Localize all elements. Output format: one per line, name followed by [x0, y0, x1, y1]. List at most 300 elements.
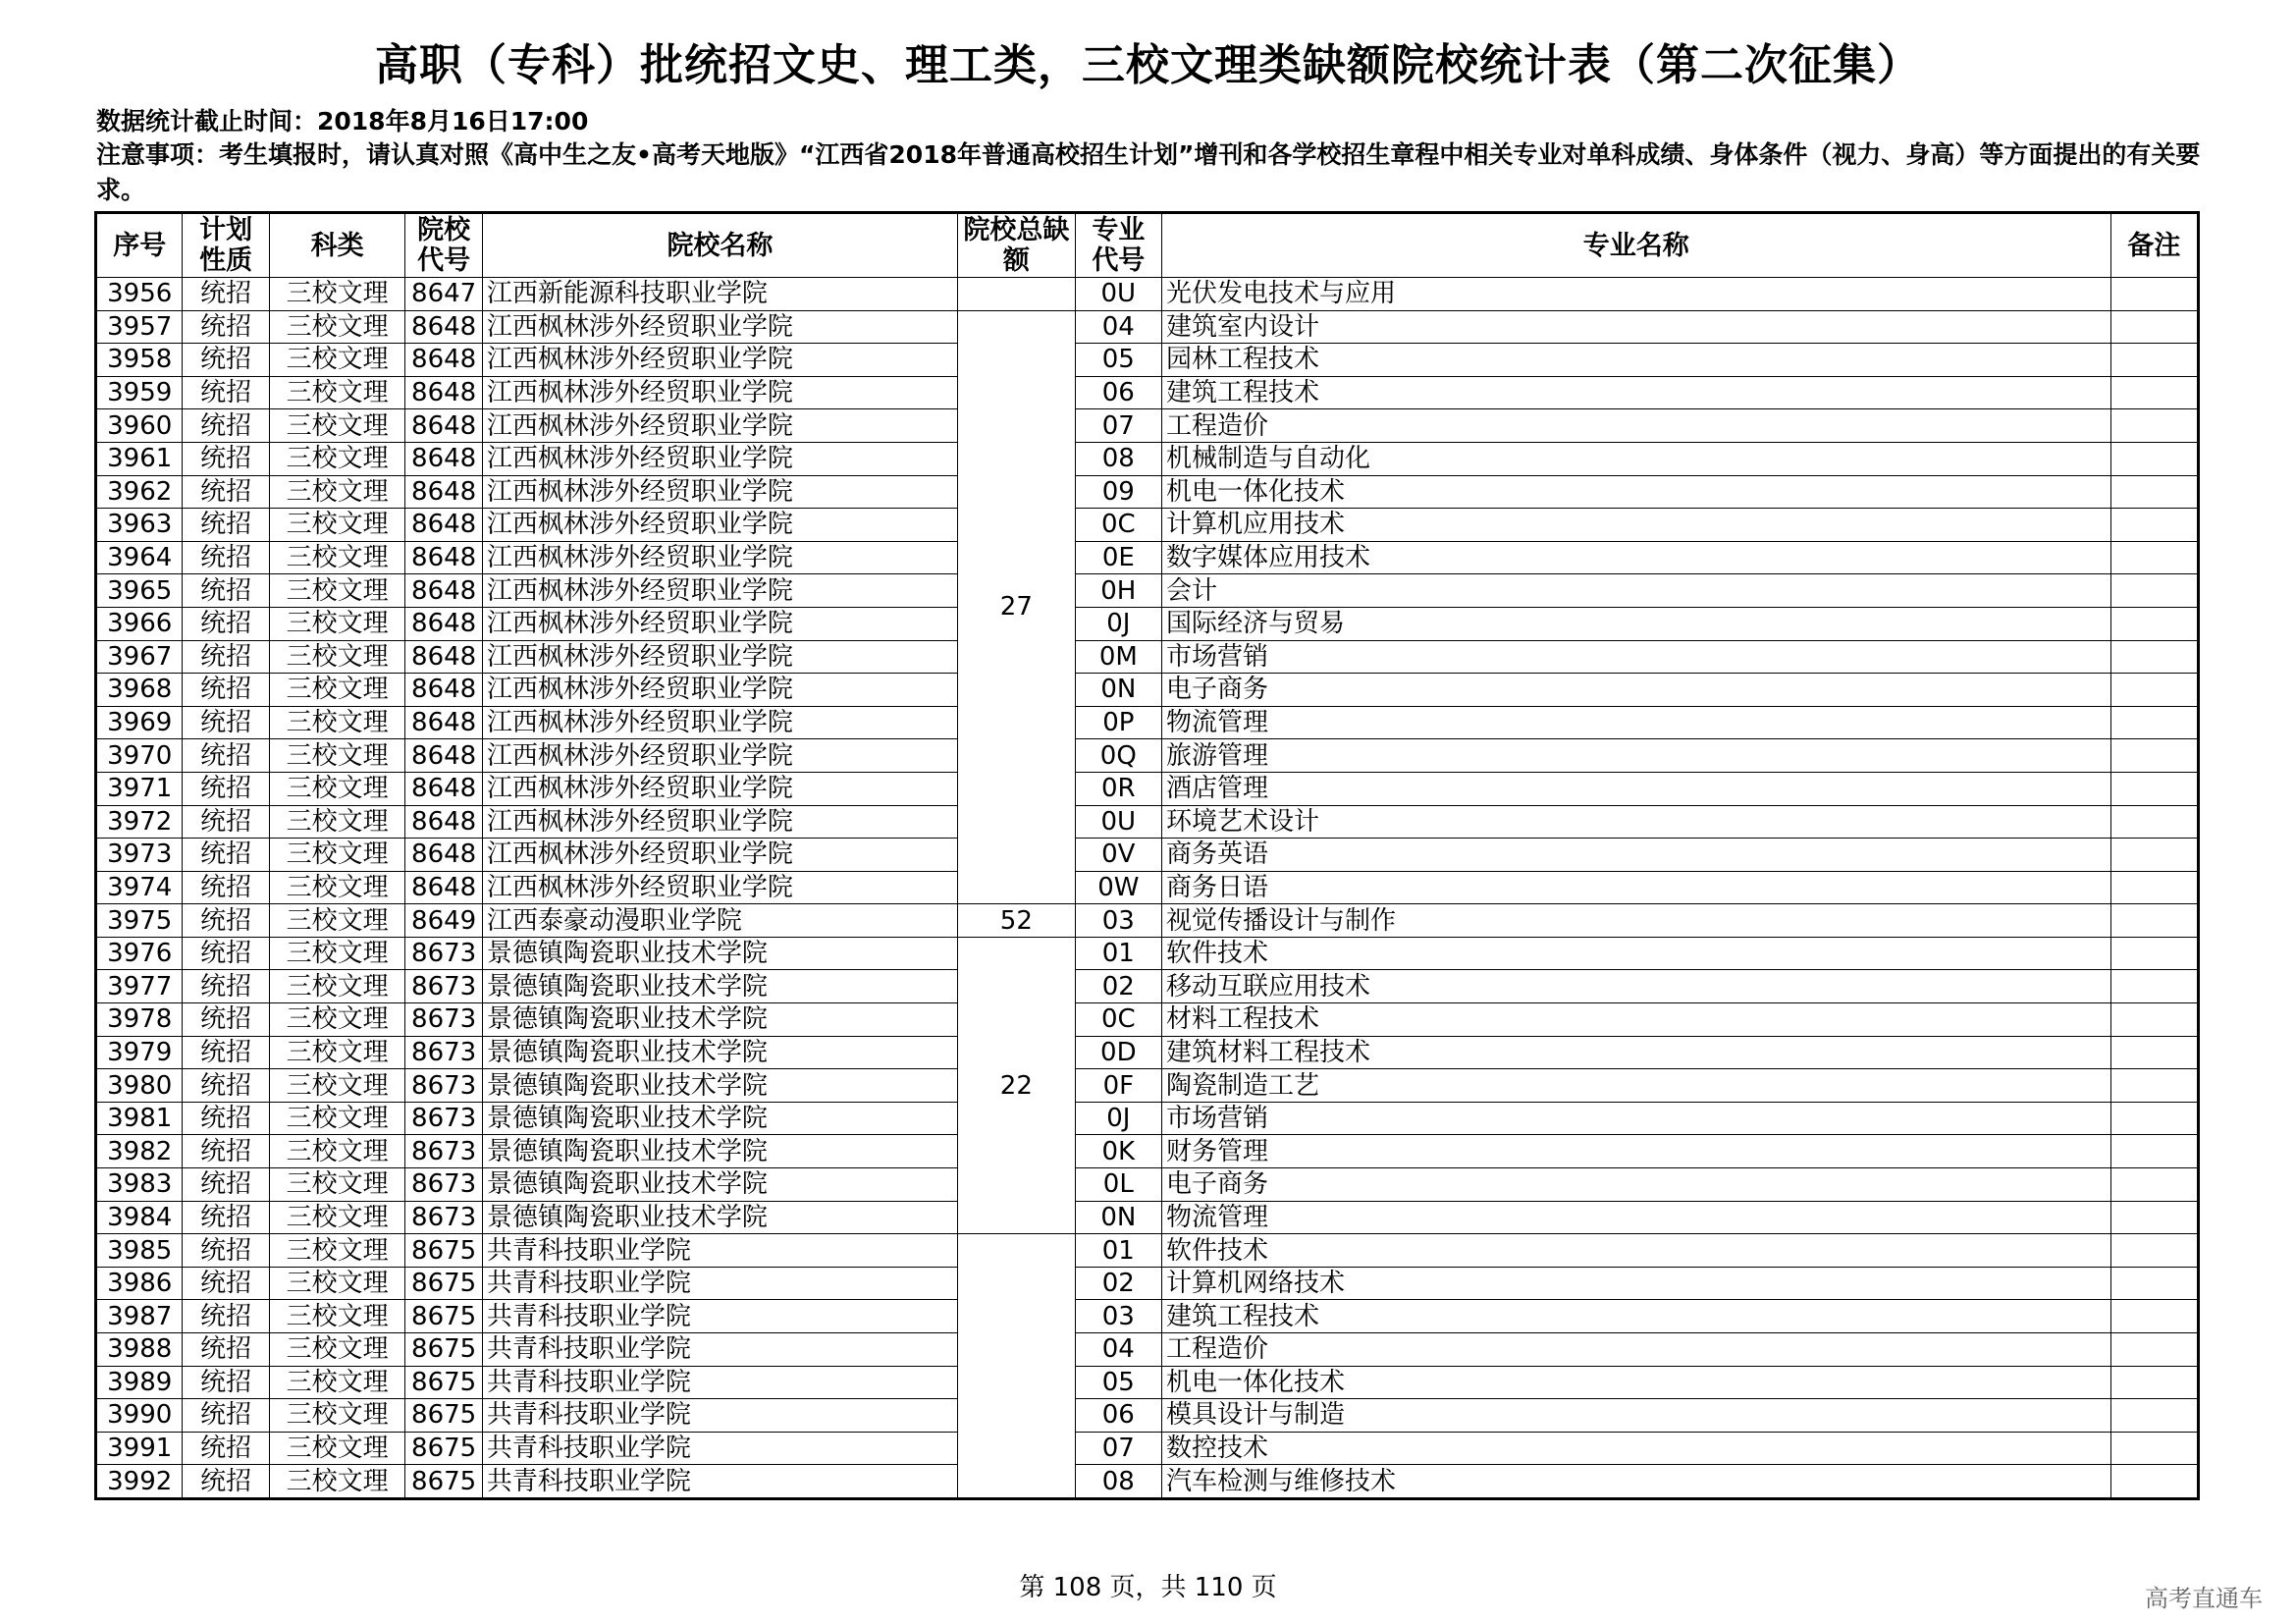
- table-row: [96, 475, 2199, 509]
- table-header-row: [96, 213, 2199, 278]
- school-code-cell: 8648: [405, 739, 482, 773]
- seq-cell: 3977: [96, 970, 183, 1003]
- seq-cell: 3983: [96, 1168, 183, 1202]
- category-cell: 三校文理: [269, 1003, 405, 1037]
- major-name-cell: 财务管理: [1162, 1135, 2111, 1168]
- school-name-cell: 共青科技职业学院: [482, 1333, 957, 1367]
- plan-type-cell: 统招: [183, 1003, 269, 1037]
- school-code-cell: 8675: [405, 1234, 482, 1268]
- plan-type-cell: 统招: [183, 839, 269, 872]
- school-code-cell: 8675: [405, 1333, 482, 1367]
- remark-cell: [2110, 839, 2198, 872]
- plan-type-cell: 统招: [183, 805, 269, 839]
- plan-type-cell: 统招: [183, 1432, 269, 1465]
- school-code-cell: 8648: [405, 805, 482, 839]
- major-code-cell: 0J: [1075, 607, 1161, 640]
- major-code-cell: 0R: [1075, 772, 1161, 805]
- major-name-cell: 会计: [1162, 574, 2111, 608]
- major-code-cell: 05: [1075, 344, 1161, 377]
- major-name-cell: 商务日语: [1162, 871, 2111, 904]
- plan-type-cell: 统招: [183, 970, 269, 1003]
- remark-cell: [2110, 871, 2198, 904]
- remark-cell: [2110, 1201, 2198, 1234]
- plan-type-cell: 统招: [183, 937, 269, 970]
- major-code-cell: 0V: [1075, 839, 1161, 872]
- remark-cell: [2110, 970, 2198, 1003]
- remark-cell: [2110, 1465, 2198, 1499]
- category-cell: 三校文理: [269, 1465, 405, 1499]
- major-code-cell: 09: [1075, 475, 1161, 509]
- school-code-cell: 8675: [405, 1399, 482, 1433]
- seq-cell: 3963: [96, 509, 183, 542]
- school-code-cell: 8673: [405, 1069, 482, 1103]
- table-body: [96, 278, 2199, 1499]
- plan-type-cell: 统招: [183, 574, 269, 608]
- major-code-cell: 0N: [1075, 674, 1161, 707]
- table-row: [96, 1102, 2199, 1135]
- school-code-cell: 8648: [405, 310, 482, 344]
- major-code-cell: 04: [1075, 310, 1161, 344]
- school-name-cell: 江西枫林涉外经贸职业学院: [482, 674, 957, 707]
- school-name-cell: 江西枫林涉外经贸职业学院: [482, 772, 957, 805]
- category-cell: 三校文理: [269, 640, 405, 674]
- school-name-cell: 景德镇陶瓷职业技术学院: [482, 970, 957, 1003]
- total-vacancy-cell: [958, 1234, 1076, 1499]
- remark-cell: [2110, 1267, 2198, 1300]
- major-name-cell: 模具设计与制造: [1162, 1399, 2111, 1433]
- major-name-cell: 陶瓷制造工艺: [1162, 1069, 2111, 1103]
- total-vacancy-cell: 22: [958, 937, 1076, 1233]
- seq-cell: 3986: [96, 1267, 183, 1300]
- table-row: [96, 839, 2199, 872]
- remark-cell: [2110, 376, 2198, 409]
- remark-cell: [2110, 607, 2198, 640]
- remark-cell: [2110, 541, 2198, 574]
- plan-type-cell: 统招: [183, 640, 269, 674]
- major-name-cell: 建筑工程技术: [1162, 376, 2111, 409]
- major-code-cell: 07: [1075, 409, 1161, 443]
- remark-cell: [2110, 1300, 2198, 1333]
- school-code-cell: 8648: [405, 839, 482, 872]
- table-row: [96, 607, 2199, 640]
- major-name-cell: 机电一体化技术: [1162, 1366, 2111, 1399]
- table-row: [96, 376, 2199, 409]
- remark-cell: [2110, 409, 2198, 443]
- school-name-cell: 江西枫林涉外经贸职业学院: [482, 475, 957, 509]
- school-code-cell: 8648: [405, 475, 482, 509]
- seq-cell: 3971: [96, 772, 183, 805]
- remark-cell: [2110, 805, 2198, 839]
- school-code-cell: 8648: [405, 541, 482, 574]
- category-cell: 三校文理: [269, 839, 405, 872]
- plan-type-cell: 统招: [183, 1168, 269, 1202]
- seq-cell: 3976: [96, 937, 183, 970]
- header-plan-type: 计划性质: [183, 213, 269, 278]
- seq-cell: 3988: [96, 1333, 183, 1367]
- remark-cell: [2110, 1399, 2198, 1433]
- seq-cell: 3956: [96, 278, 183, 311]
- seq-cell: 3972: [96, 805, 183, 839]
- school-code-cell: 8649: [405, 904, 482, 938]
- school-name-cell: 景德镇陶瓷职业技术学院: [482, 1036, 957, 1069]
- header-school-name: 院校名称: [482, 213, 957, 278]
- school-code-cell: 8673: [405, 1168, 482, 1202]
- school-code-cell: 8648: [405, 607, 482, 640]
- plan-type-cell: 统招: [183, 409, 269, 443]
- plan-type-cell: 统招: [183, 772, 269, 805]
- major-name-cell: 光伏发电技术与应用: [1162, 278, 2111, 311]
- category-cell: 三校文理: [269, 805, 405, 839]
- remark-cell: [2110, 475, 2198, 509]
- category-cell: 三校文理: [269, 376, 405, 409]
- major-name-cell: 软件技术: [1162, 937, 2111, 970]
- table-row: [96, 970, 2199, 1003]
- plan-type-cell: 统招: [183, 706, 269, 739]
- major-code-cell: 0M: [1075, 640, 1161, 674]
- school-name-cell: 江西泰豪动漫职业学院: [482, 904, 957, 938]
- remark-cell: [2110, 1168, 2198, 1202]
- plan-type-cell: 统招: [183, 1366, 269, 1399]
- major-name-cell: 软件技术: [1162, 1234, 2111, 1268]
- school-name-cell: 江西枫林涉外经贸职业学院: [482, 839, 957, 872]
- category-cell: 三校文理: [269, 1399, 405, 1433]
- major-code-cell: 02: [1075, 1267, 1161, 1300]
- table-row: [96, 1069, 2199, 1103]
- plan-type-cell: 统招: [183, 1069, 269, 1103]
- remark-cell: [2110, 1102, 2198, 1135]
- table-row: [96, 805, 2199, 839]
- seq-cell: 3966: [96, 607, 183, 640]
- remark-cell: [2110, 674, 2198, 707]
- table-row: [96, 772, 2199, 805]
- school-name-cell: 江西枫林涉外经贸职业学院: [482, 409, 957, 443]
- school-code-cell: 8673: [405, 970, 482, 1003]
- major-name-cell: 电子商务: [1162, 674, 2111, 707]
- major-code-cell: 0W: [1075, 871, 1161, 904]
- seq-cell: 3969: [96, 706, 183, 739]
- header-total-vacancy: 院校总缺额: [958, 213, 1076, 278]
- page-footer: 第 108 页，共 110 页: [1019, 1573, 1277, 1602]
- watermark: 高考直通车: [2145, 1585, 2263, 1612]
- seq-cell: 3959: [96, 376, 183, 409]
- plan-type-cell: 统招: [183, 1465, 269, 1499]
- school-name-cell: 景德镇陶瓷职业技术学院: [482, 1003, 957, 1037]
- seq-cell: 3973: [96, 839, 183, 872]
- seq-cell: 3978: [96, 1003, 183, 1037]
- seq-cell: 3989: [96, 1366, 183, 1399]
- plan-type-cell: 统招: [183, 541, 269, 574]
- major-name-cell: 计算机应用技术: [1162, 509, 2111, 542]
- major-name-cell: 计算机网络技术: [1162, 1267, 2111, 1300]
- remark-cell: [2110, 509, 2198, 542]
- school-code-cell: 8647: [405, 278, 482, 311]
- school-code-cell: 8673: [405, 1036, 482, 1069]
- category-cell: 三校文理: [269, 706, 405, 739]
- major-name-cell: 材料工程技术: [1162, 1003, 2111, 1037]
- category-cell: 三校文理: [269, 442, 405, 475]
- plan-type-cell: 统招: [183, 509, 269, 542]
- major-code-cell: 0N: [1075, 1201, 1161, 1234]
- remark-cell: [2110, 706, 2198, 739]
- category-cell: 三校文理: [269, 475, 405, 509]
- school-code-cell: 8648: [405, 376, 482, 409]
- major-code-cell: 07: [1075, 1432, 1161, 1465]
- plan-type-cell: 统招: [183, 475, 269, 509]
- school-code-cell: 8648: [405, 509, 482, 542]
- major-code-cell: 0C: [1075, 1003, 1161, 1037]
- seq-cell: 3964: [96, 541, 183, 574]
- plan-type-cell: 统招: [183, 442, 269, 475]
- header-seq: 序号: [96, 213, 183, 278]
- major-name-cell: 建筑室内设计: [1162, 310, 2111, 344]
- total-vacancy-cell: 52: [958, 904, 1076, 938]
- school-name-cell: 江西枫林涉外经贸职业学院: [482, 574, 957, 608]
- school-name-cell: 共青科技职业学院: [482, 1300, 957, 1333]
- school-code-cell: 8673: [405, 1003, 482, 1037]
- table-row: [96, 1234, 2199, 1268]
- major-name-cell: 园林工程技术: [1162, 344, 2111, 377]
- table-row: [96, 1399, 2199, 1433]
- remark-cell: [2110, 1069, 2198, 1103]
- table-row: [96, 937, 2199, 970]
- school-name-cell: 景德镇陶瓷职业技术学院: [482, 1168, 957, 1202]
- major-code-cell: 0K: [1075, 1135, 1161, 1168]
- table-row: [96, 640, 2199, 674]
- plan-type-cell: 统招: [183, 376, 269, 409]
- seq-cell: 3965: [96, 574, 183, 608]
- category-cell: 三校文理: [269, 1300, 405, 1333]
- school-name-cell: 江西枫林涉外经贸职业学院: [482, 706, 957, 739]
- plan-type-cell: 统招: [183, 1300, 269, 1333]
- major-code-cell: 06: [1075, 1399, 1161, 1433]
- remark-cell: [2110, 937, 2198, 970]
- page-title: 高职（专科）批统招文史、理工类，三校文理类缺额院校统计表（第二次征集）: [375, 40, 1921, 90]
- school-name-cell: 共青科技职业学院: [482, 1234, 957, 1268]
- major-name-cell: 环境艺术设计: [1162, 805, 2111, 839]
- plan-type-cell: 统招: [183, 1135, 269, 1168]
- header-remark: 备注: [2110, 213, 2198, 278]
- seq-cell: 3970: [96, 739, 183, 773]
- school-name-cell: 江西枫林涉外经贸职业学院: [482, 640, 957, 674]
- plan-type-cell: 统招: [183, 310, 269, 344]
- school-name-cell: 共青科技职业学院: [482, 1267, 957, 1300]
- major-name-cell: 旅游管理: [1162, 739, 2111, 773]
- seq-cell: 3985: [96, 1234, 183, 1268]
- table-row: [96, 278, 2199, 311]
- major-code-cell: 03: [1075, 904, 1161, 938]
- remark-cell: [2110, 772, 2198, 805]
- school-name-cell: 景德镇陶瓷职业技术学院: [482, 1102, 957, 1135]
- major-name-cell: 市场营销: [1162, 1102, 2111, 1135]
- table-row: [96, 1300, 2199, 1333]
- major-name-cell: 商务英语: [1162, 839, 2111, 872]
- major-name-cell: 数控技术: [1162, 1432, 2111, 1465]
- seq-cell: 3990: [96, 1399, 183, 1433]
- school-name-cell: 江西枫林涉外经贸职业学院: [482, 607, 957, 640]
- major-name-cell: 移动互联应用技术: [1162, 970, 2111, 1003]
- plan-type-cell: 统招: [183, 1234, 269, 1268]
- major-code-cell: 08: [1075, 442, 1161, 475]
- vacancy-table: [94, 211, 2200, 1500]
- major-name-cell: 物流管理: [1162, 1201, 2111, 1234]
- table-row: [96, 1135, 2199, 1168]
- major-code-cell: 0J: [1075, 1102, 1161, 1135]
- remark-cell: [2110, 904, 2198, 938]
- school-code-cell: 8673: [405, 1201, 482, 1234]
- major-name-cell: 酒店管理: [1162, 772, 2111, 805]
- table-row: [96, 1036, 2199, 1069]
- major-code-cell: 0L: [1075, 1168, 1161, 1202]
- seq-cell: 3960: [96, 409, 183, 443]
- category-cell: 三校文理: [269, 310, 405, 344]
- category-cell: 三校文理: [269, 574, 405, 608]
- remark-cell: [2110, 640, 2198, 674]
- table-row: [96, 1267, 2199, 1300]
- table-row: [96, 904, 2199, 938]
- plan-type-cell: 统招: [183, 871, 269, 904]
- table-row: [96, 442, 2199, 475]
- school-name-cell: 江西枫林涉外经贸职业学院: [482, 509, 957, 542]
- seq-cell: 3957: [96, 310, 183, 344]
- plan-type-cell: 统招: [183, 1333, 269, 1367]
- category-cell: 三校文理: [269, 278, 405, 311]
- school-code-cell: 8648: [405, 574, 482, 608]
- table-row: [96, 1432, 2199, 1465]
- plan-type-cell: 统招: [183, 1267, 269, 1300]
- total-vacancy-cell: 27: [958, 310, 1076, 904]
- header-major-code: 专业代号: [1075, 213, 1161, 278]
- table-row: [96, 344, 2199, 377]
- major-code-cell: 0C: [1075, 509, 1161, 542]
- seq-cell: 3975: [96, 904, 183, 938]
- major-code-cell: 08: [1075, 1465, 1161, 1499]
- major-name-cell: 机电一体化技术: [1162, 475, 2111, 509]
- school-code-cell: 8648: [405, 871, 482, 904]
- major-code-cell: 02: [1075, 970, 1161, 1003]
- school-code-cell: 8675: [405, 1366, 482, 1399]
- school-code-cell: 8675: [405, 1267, 482, 1300]
- school-name-cell: 江西枫林涉外经贸职业学院: [482, 442, 957, 475]
- table-row: [96, 1465, 2199, 1499]
- seq-cell: 3962: [96, 475, 183, 509]
- school-code-cell: 8673: [405, 1102, 482, 1135]
- plan-type-cell: 统招: [183, 607, 269, 640]
- category-cell: 三校文理: [269, 674, 405, 707]
- category-cell: 三校文理: [269, 1069, 405, 1103]
- school-name-cell: 江西新能源科技职业学院: [482, 278, 957, 311]
- plan-type-cell: 统招: [183, 278, 269, 311]
- remark-cell: [2110, 1234, 2198, 1268]
- plan-type-cell: 统招: [183, 739, 269, 773]
- seq-cell: 3984: [96, 1201, 183, 1234]
- major-name-cell: 建筑工程技术: [1162, 1300, 2111, 1333]
- table-row: [96, 706, 2199, 739]
- school-name-cell: 江西枫林涉外经贸职业学院: [482, 541, 957, 574]
- school-name-cell: 江西枫林涉外经贸职业学院: [482, 344, 957, 377]
- category-cell: 三校文理: [269, 1102, 405, 1135]
- plan-type-cell: 统招: [183, 674, 269, 707]
- school-code-cell: 8675: [405, 1465, 482, 1499]
- category-cell: 三校文理: [269, 541, 405, 574]
- school-name-cell: 景德镇陶瓷职业技术学院: [482, 1135, 957, 1168]
- school-code-cell: 8648: [405, 772, 482, 805]
- category-cell: 三校文理: [269, 1168, 405, 1202]
- major-code-cell: 0U: [1075, 805, 1161, 839]
- seq-cell: 3974: [96, 871, 183, 904]
- header-school-code: 院校代号: [405, 213, 482, 278]
- category-cell: 三校文理: [269, 344, 405, 377]
- major-code-cell: 0P: [1075, 706, 1161, 739]
- school-name-cell: 共青科技职业学院: [482, 1432, 957, 1465]
- category-cell: 三校文理: [269, 607, 405, 640]
- seq-cell: 3961: [96, 442, 183, 475]
- seq-cell: 3958: [96, 344, 183, 377]
- major-code-cell: 03: [1075, 1300, 1161, 1333]
- table-row: [96, 1366, 2199, 1399]
- category-cell: 三校文理: [269, 1135, 405, 1168]
- major-code-cell: 0Q: [1075, 739, 1161, 773]
- major-code-cell: 0D: [1075, 1036, 1161, 1069]
- major-code-cell: 0H: [1075, 574, 1161, 608]
- major-code-cell: 05: [1075, 1366, 1161, 1399]
- school-name-cell: 景德镇陶瓷职业技术学院: [482, 1069, 957, 1103]
- table-row: [96, 1168, 2199, 1202]
- notice-text: 注意事项：考生填报时，请认真对照《高中生之友•高考天地版》“江西省2018年普通高校招生计划”增刊和各学校招生章程中相关专业对单科成绩、身体条件（视力、身高）等方面提出的有关要求。: [96, 140, 2201, 204]
- school-name-cell: 共青科技职业学院: [482, 1399, 957, 1433]
- major-name-cell: 物流管理: [1162, 706, 2111, 739]
- remark-cell: [2110, 1432, 2198, 1465]
- category-cell: 三校文理: [269, 409, 405, 443]
- seq-cell: 3979: [96, 1036, 183, 1069]
- major-name-cell: 视觉传播设计与制作: [1162, 904, 2111, 938]
- school-code-cell: 8673: [405, 1135, 482, 1168]
- plan-type-cell: 统招: [183, 904, 269, 938]
- major-code-cell: 01: [1075, 937, 1161, 970]
- category-cell: 三校文理: [269, 1234, 405, 1268]
- remark-cell: [2110, 1036, 2198, 1069]
- seq-cell: 3987: [96, 1300, 183, 1333]
- school-name-cell: 江西枫林涉外经贸职业学院: [482, 376, 957, 409]
- category-cell: 三校文理: [269, 772, 405, 805]
- plan-type-cell: 统招: [183, 1201, 269, 1234]
- school-name-cell: 江西枫林涉外经贸职业学院: [482, 805, 957, 839]
- category-cell: 三校文理: [269, 1036, 405, 1069]
- remark-cell: [2110, 278, 2198, 311]
- major-name-cell: 机械制造与自动化: [1162, 442, 2111, 475]
- table-row: [96, 574, 2199, 608]
- remark-cell: [2110, 1003, 2198, 1037]
- school-code-cell: 8648: [405, 344, 482, 377]
- school-name-cell: 江西枫林涉外经贸职业学院: [482, 310, 957, 344]
- table-row: [96, 739, 2199, 773]
- header-major-name: 专业名称: [1162, 213, 2111, 278]
- major-name-cell: 数字媒体应用技术: [1162, 541, 2111, 574]
- category-cell: 三校文理: [269, 1333, 405, 1367]
- category-cell: 三校文理: [269, 904, 405, 938]
- category-cell: 三校文理: [269, 871, 405, 904]
- category-cell: 三校文理: [269, 1432, 405, 1465]
- remark-cell: [2110, 1366, 2198, 1399]
- table-row: [96, 310, 2199, 344]
- seq-cell: 3992: [96, 1465, 183, 1499]
- remark-cell: [2110, 574, 2198, 608]
- major-name-cell: 市场营销: [1162, 640, 2111, 674]
- major-name-cell: 工程造价: [1162, 1333, 2111, 1367]
- major-name-cell: 国际经济与贸易: [1162, 607, 2111, 640]
- category-cell: 三校文理: [269, 1366, 405, 1399]
- school-code-cell: 8648: [405, 442, 482, 475]
- major-name-cell: 工程造价: [1162, 409, 2111, 443]
